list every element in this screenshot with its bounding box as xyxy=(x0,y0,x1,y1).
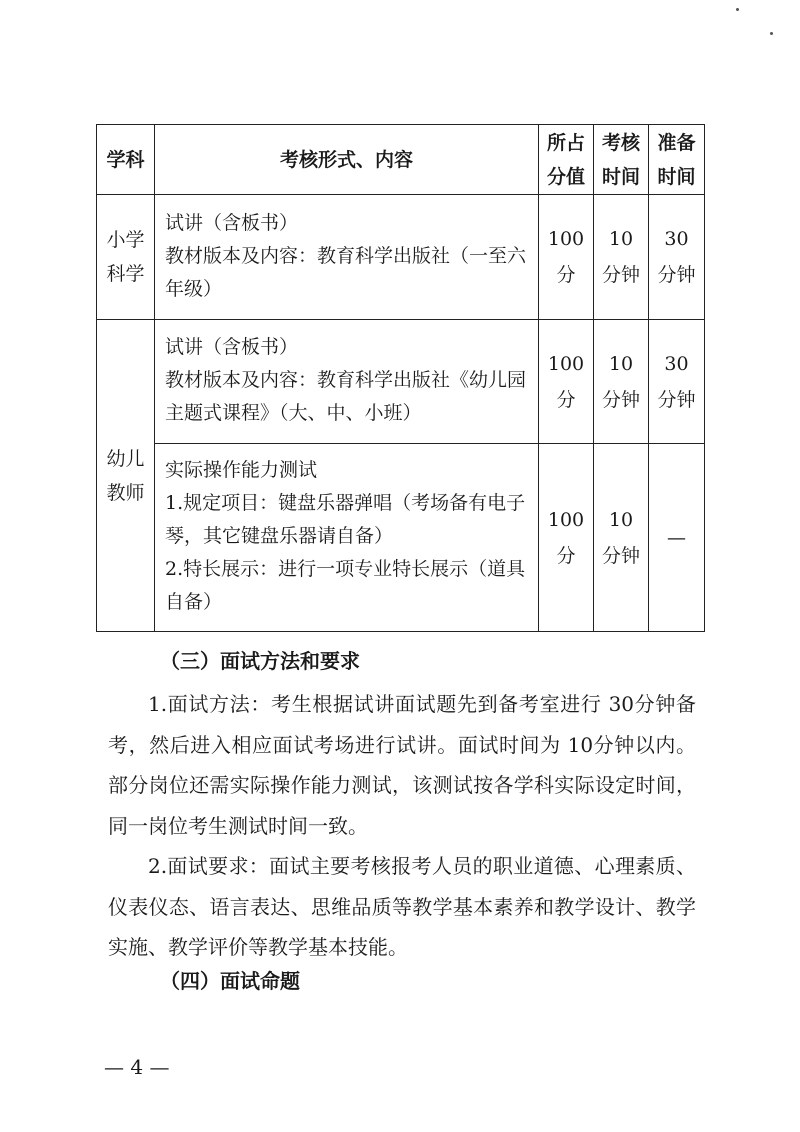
prep-value: 30 xyxy=(664,228,689,250)
time-cell xyxy=(594,320,649,444)
content-line: 2.特长展示：进行一项专业特长展示（道具 xyxy=(165,558,526,580)
table-row xyxy=(97,320,705,444)
prep-cell xyxy=(649,444,705,632)
header-score-line: 所占 xyxy=(546,131,585,154)
content-line: 实际操作能力测试 xyxy=(165,459,318,481)
prep-value: 30 xyxy=(664,352,689,375)
requirements-paragraph: 2.面试要求：面试主要考核报考人员的职业道德、心理素质、仪表仪态、语言表达、思维品质等教学基本素养和教学设计、教学实施、教学评价等教学基本技能。 xyxy=(108,854,696,959)
prep-cell xyxy=(649,195,705,320)
time-value: 10 xyxy=(608,508,634,531)
time-cell xyxy=(594,444,649,632)
prep-cell xyxy=(649,320,705,444)
time-value: 10 xyxy=(608,352,634,375)
header-score-line: 分值 xyxy=(546,165,585,188)
content-cell xyxy=(155,195,539,320)
page-number: — 4 — xyxy=(104,1055,170,1079)
score-value: 100 xyxy=(547,228,585,250)
table-row xyxy=(97,444,705,632)
score-cell xyxy=(539,320,594,444)
scan-speck xyxy=(736,8,739,11)
header-subject: 学科 xyxy=(97,125,155,195)
score-value: 100 xyxy=(547,508,585,531)
subject-line: 科学 xyxy=(106,263,145,285)
subject-cell xyxy=(97,320,155,632)
content-line: 琴，其它键盘乐器请自备） xyxy=(165,525,394,547)
content-line: 自备） xyxy=(165,591,223,613)
table-header-row xyxy=(97,125,705,195)
content-line: 1.规定项目：键盘乐器弹唱（考场备有电子 xyxy=(165,492,526,514)
section3-heading: （三）面试方法和要求 xyxy=(160,649,360,673)
time-unit: 分钟 xyxy=(601,388,640,411)
content-cell xyxy=(155,320,539,444)
score-cell xyxy=(539,444,594,632)
exam-table xyxy=(96,124,705,632)
content-line: 主题式课程》（大、中、小班） xyxy=(165,402,422,424)
subject-line: 教师 xyxy=(106,481,145,504)
subject-cell xyxy=(97,195,155,320)
content-line: 试讲（含板书） xyxy=(165,336,299,358)
content-line: 教材版本及内容：教育科学出版社《幼儿园 xyxy=(165,369,527,391)
time-unit: 分钟 xyxy=(601,544,640,567)
table-row xyxy=(97,195,705,320)
prep-unit: 分钟 xyxy=(657,388,696,411)
content-cell xyxy=(155,444,539,632)
subject-line: 小学 xyxy=(106,229,145,251)
score-value: 100 xyxy=(547,352,585,375)
content-line: 年级） xyxy=(165,277,223,300)
header-time-line: 考核 xyxy=(601,131,640,154)
header-prep-line: 时间 xyxy=(657,165,696,188)
prep-unit: 分钟 xyxy=(657,264,696,286)
section4-heading: （四）面试命题 xyxy=(160,969,300,993)
time-unit: 分钟 xyxy=(601,264,640,286)
header-prep-line: 准备 xyxy=(657,131,696,154)
score-unit: 分 xyxy=(556,388,576,411)
header-time-line: 时间 xyxy=(601,165,640,188)
subject-line: 幼儿 xyxy=(106,447,145,470)
header-content: 考核形式、内容 xyxy=(155,125,539,195)
time-cell xyxy=(594,195,649,320)
header-score xyxy=(539,125,594,195)
content-line: 教材版本及内容：教育科学出版社（一至六 xyxy=(165,244,527,267)
prep-dash: — xyxy=(667,526,686,549)
scan-speck xyxy=(770,32,773,35)
method-paragraph: 1.面试方法：考生根据试讲面试题先到备考室进行 30分钟备考，然后进入相应面试考场进行试讲。面试时间为 10分钟以内。部分岗位还需实际操作能力测试，该测试按各学科实际设定时间，同一岗位考生测试时间一致。 xyxy=(108,692,696,838)
header-prep xyxy=(649,125,705,195)
score-unit: 分 xyxy=(556,544,576,567)
score-cell xyxy=(539,195,594,320)
content-line: 试讲（含板书） xyxy=(165,211,299,234)
header-time xyxy=(594,125,649,195)
time-value: 10 xyxy=(608,228,634,250)
score-unit: 分 xyxy=(556,264,576,286)
